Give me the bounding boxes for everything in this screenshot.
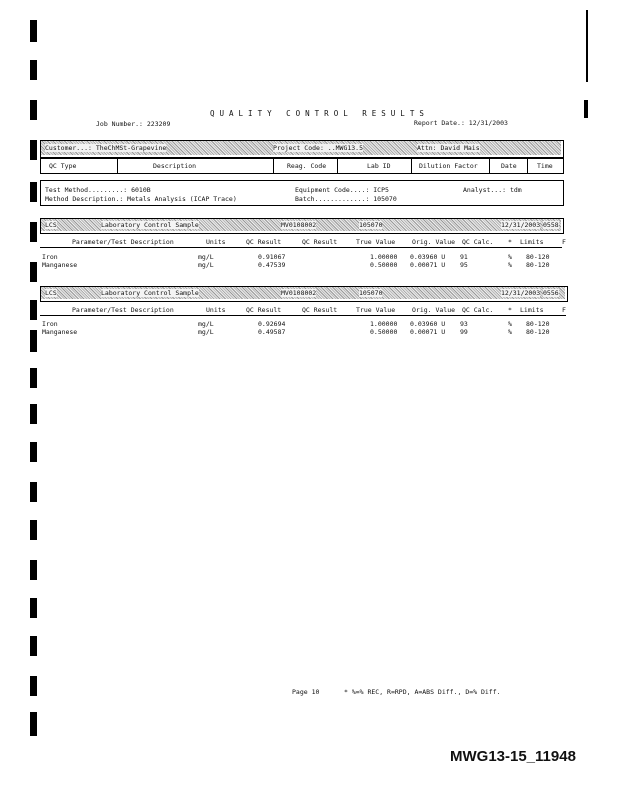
section-date: 12/31/2003 — [501, 221, 541, 229]
qc-section-band — [40, 286, 568, 302]
section-reag-code: MV0108002 — [281, 221, 317, 229]
hdr-true-value: True Value — [356, 238, 396, 246]
row-qc-result: 0.47539 — [258, 261, 286, 269]
section-qc-type: LCS — [45, 289, 57, 297]
row-qc-result: 0.91067 — [258, 253, 286, 261]
row-param: Manganese — [42, 328, 78, 336]
scan-mark — [30, 676, 37, 696]
row-true-value: 1.00000 — [370, 320, 398, 328]
hdr-units: Units — [206, 238, 226, 246]
hdr-f: F — [562, 238, 566, 246]
scan-mark — [584, 100, 588, 118]
row-qc-calc: 95 — [460, 261, 468, 269]
row-star: % — [508, 253, 512, 261]
section-time: 0556 — [543, 289, 559, 297]
row-limits: 80-120 — [526, 320, 550, 328]
scan-mark — [30, 442, 37, 462]
report-title: QUALITY CONTROL RESULTS — [210, 109, 429, 118]
col-reag-code: Reag. Code — [287, 162, 327, 170]
equipment-code: Equipment Code....: ICP5 — [295, 186, 389, 194]
row-true-value: 0.50000 — [370, 261, 398, 269]
row-orig-value: 0.03960 U — [410, 320, 446, 328]
row-qc-result: 0.49587 — [258, 328, 286, 336]
customer-band — [40, 140, 564, 158]
hdr-orig-value: Orig. Value — [412, 238, 456, 246]
row-orig-value: 0.00071 U — [410, 328, 446, 336]
scan-mark — [30, 60, 37, 80]
page-number: Page 10 — [292, 688, 320, 696]
section-lab-id: 105070 — [359, 221, 383, 229]
method-description: Method Description.: Metals Analysis (ICAP Trace) — [45, 195, 237, 203]
hdr-param: Parameter/Test Description — [72, 306, 174, 314]
hdr-qc-result: QC Result — [246, 238, 282, 246]
hdr-qc-result-2: QC Result — [302, 238, 338, 246]
section-description: Laboratory Control Sample — [101, 289, 199, 297]
scan-mark — [30, 712, 37, 736]
hdr-true-value: True Value — [356, 306, 396, 314]
col-description: Description — [153, 162, 197, 170]
hdr-units: Units — [206, 306, 226, 314]
row-units: mg/L — [198, 320, 214, 328]
section-description: Laboratory Control Sample — [101, 221, 199, 229]
scan-mark — [30, 262, 37, 282]
scan-mark — [30, 330, 37, 352]
section-time: 0558 — [543, 221, 559, 229]
analyst: Analyst...: tdm — [463, 186, 522, 194]
row-star: % — [508, 261, 512, 269]
scan-mark — [30, 598, 37, 618]
row-qc-calc: 91 — [460, 253, 468, 261]
scan-mark — [30, 100, 37, 120]
row-param: Iron — [42, 253, 58, 261]
customer: Customer...: TheChMSt-Grapevine — [45, 144, 167, 152]
row-qc-calc: 93 — [460, 320, 468, 328]
row-qc-calc: 99 — [460, 328, 468, 336]
row-qc-result: 0.92694 — [258, 320, 286, 328]
qc-section-band — [40, 218, 564, 234]
method-box — [40, 180, 564, 206]
row-limits: 80-120 — [526, 328, 550, 336]
report-date: Report Date.: 12/31/2003 — [414, 119, 508, 127]
row-star: % — [508, 328, 512, 336]
hdr-qc-result: QC Result — [246, 306, 282, 314]
col-dilution: Dilution Factor — [419, 162, 478, 170]
hdr-param: Parameter/Test Description — [72, 238, 174, 246]
hdr-f: F — [562, 306, 566, 314]
hdr-limits: Limits — [520, 306, 544, 314]
scan-mark — [30, 20, 37, 42]
hdr-qc-calc: QC Calc. — [462, 238, 494, 246]
col-date: Date — [501, 162, 517, 170]
section-qc-type: LCS — [45, 221, 57, 229]
row-true-value: 0.50000 — [370, 328, 398, 336]
section-reag-code: MV0108002 — [281, 289, 317, 297]
row-orig-value: 0.03960 U — [410, 253, 446, 261]
col-lab-id: Lab ID — [367, 162, 391, 170]
footer-legend: * %=% REC, R=RPD, A=ABS Diff., D=% Diff. — [344, 688, 501, 696]
hdr-star: * — [508, 306, 512, 314]
hdr-star: * — [508, 238, 512, 246]
project-code: Project Code: ..MWG13.5 — [273, 144, 364, 152]
scan-mark — [30, 300, 37, 320]
scan-mark — [30, 520, 37, 540]
row-star: % — [508, 320, 512, 328]
section-date: 12/31/2003 — [501, 289, 541, 297]
scan-mark — [586, 10, 588, 82]
row-units: mg/L — [198, 328, 214, 336]
section-lab-id: 105070 — [359, 289, 383, 297]
scan-mark — [30, 560, 37, 580]
hdr-qc-calc: QC Calc. — [462, 306, 494, 314]
scan-mark — [30, 222, 37, 242]
row-units: mg/L — [198, 253, 214, 261]
scan-mark — [30, 404, 37, 424]
attention: Attn: David Mais — [417, 144, 480, 152]
test-method: Test Method.........: 6010B — [45, 186, 151, 194]
col-qc-type: QC Type — [49, 162, 77, 170]
hdr-orig-value: Orig. Value — [412, 306, 456, 314]
job-number: Job Number.: 223209 — [96, 120, 171, 128]
scan-mark — [30, 368, 37, 388]
column-header-row — [40, 158, 564, 174]
scan-mark — [30, 182, 37, 202]
row-limits: 80-120 — [526, 253, 550, 261]
document-id: MWG13-15_11948 — [450, 748, 576, 765]
scan-mark — [30, 636, 37, 656]
batch: Batch.............: 105070 — [295, 195, 397, 203]
row-param: Iron — [42, 320, 58, 328]
scan-mark — [30, 482, 37, 502]
row-limits: 80-120 — [526, 261, 550, 269]
col-time: Time — [537, 162, 553, 170]
row-units: mg/L — [198, 261, 214, 269]
scan-mark — [30, 140, 37, 160]
row-param: Manganese — [42, 261, 78, 269]
hdr-qc-result-2: QC Result — [302, 306, 338, 314]
row-orig-value: 0.00071 U — [410, 261, 446, 269]
hdr-limits: Limits — [520, 238, 544, 246]
row-true-value: 1.00000 — [370, 253, 398, 261]
